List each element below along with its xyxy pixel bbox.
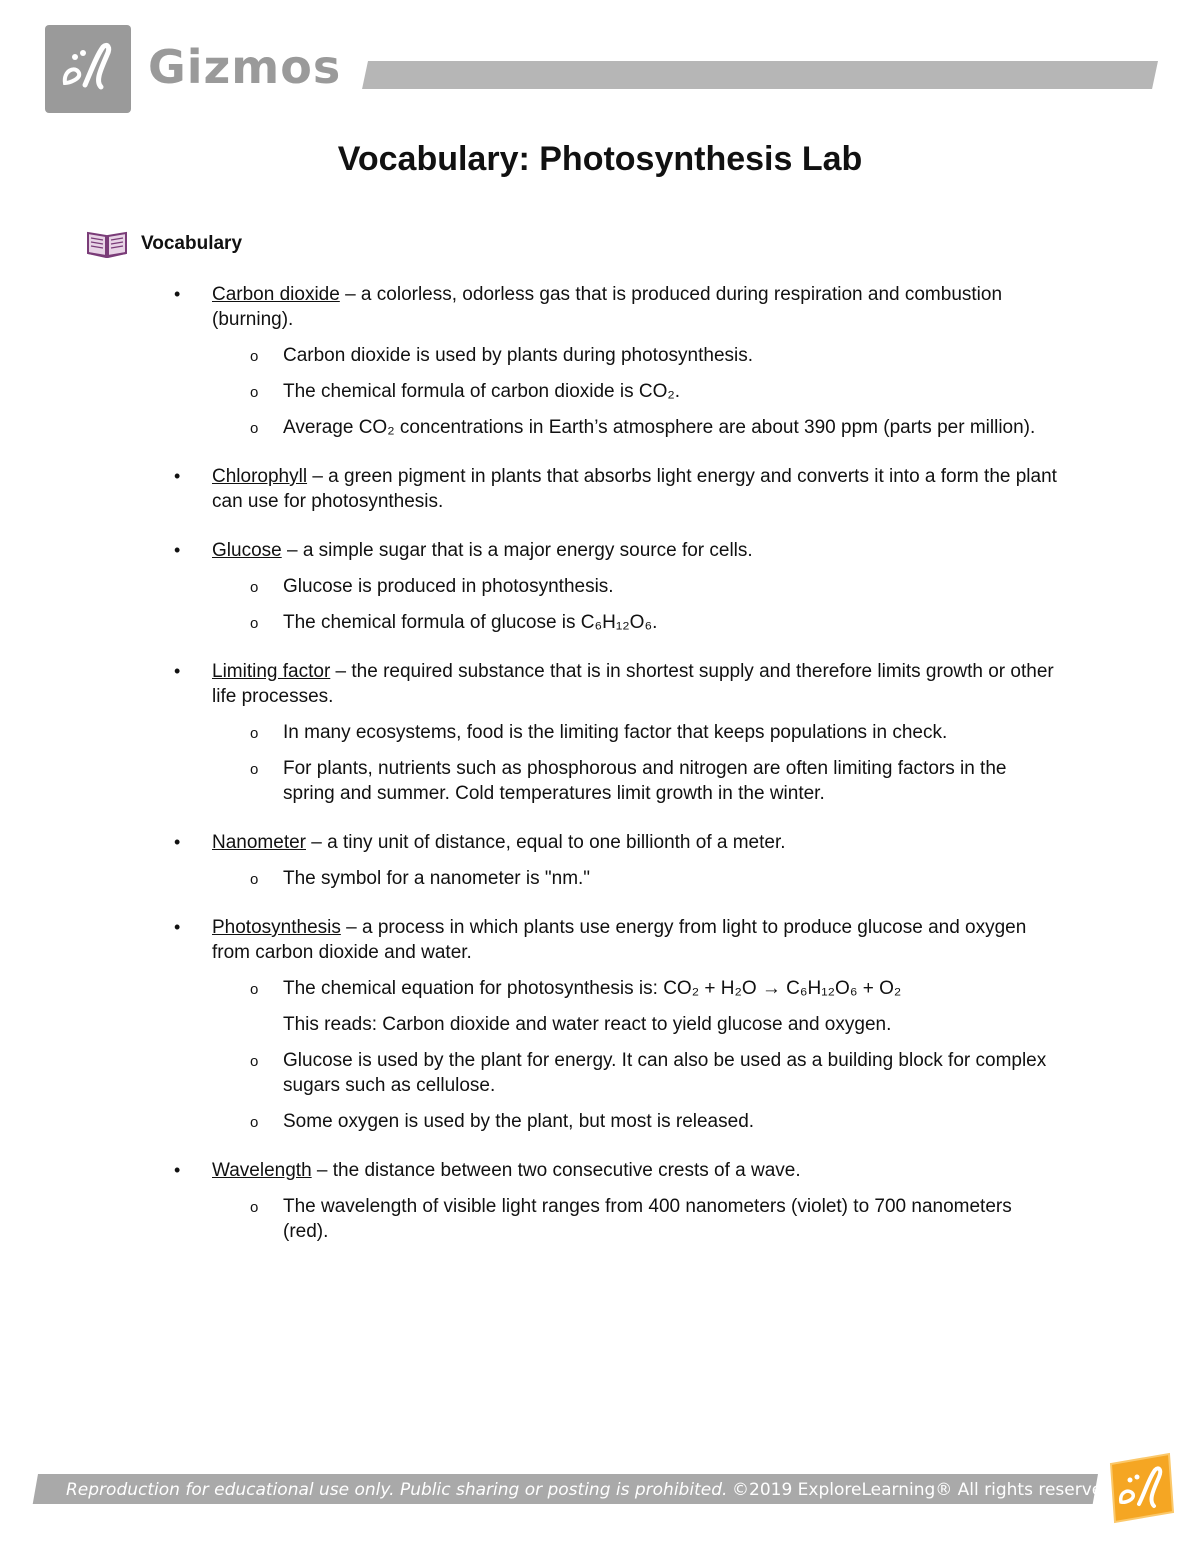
vocabulary-term bbox=[0, 915, 1200, 1134]
sub-item bbox=[212, 1012, 1060, 1037]
sub-list bbox=[212, 976, 1060, 1134]
vocabulary-term bbox=[0, 830, 1200, 891]
sub-item bbox=[212, 976, 1060, 1001]
sub-item bbox=[212, 415, 1060, 440]
brand-name: Gizmos bbox=[148, 40, 342, 94]
bullet-marker: • bbox=[174, 832, 181, 852]
sub-bullet-marker: o bbox=[250, 348, 259, 365]
term-name: Wavelength bbox=[212, 1160, 312, 1181]
sub-list bbox=[212, 720, 1060, 806]
bullet-marker: • bbox=[174, 466, 181, 486]
term-definition: – a simple sugar that is a major energy source for cells. bbox=[281, 540, 753, 561]
bullet-marker: • bbox=[174, 917, 181, 937]
term-name: Carbon dioxide bbox=[212, 284, 340, 305]
sub-item bbox=[212, 866, 1060, 891]
section-label: Vocabulary bbox=[141, 233, 243, 254]
explorelearning-footer-logo-icon bbox=[1103, 1450, 1175, 1531]
sub-bullet-marker: o bbox=[250, 725, 259, 742]
sub-item-text: In many ecosystems, food is the limiting factor that keeps populations in check. bbox=[283, 722, 948, 743]
vocabulary-term bbox=[0, 659, 1200, 806]
term-definition: – a process in which plants use energy from light to produce glucose and oxygen from carbon dioxide and water. bbox=[212, 917, 1027, 963]
bullet-marker: • bbox=[174, 540, 181, 560]
sub-item-text: This reads: Carbon dioxide and water react to yield glucose and oxygen. bbox=[283, 1014, 892, 1035]
sub-item bbox=[212, 1194, 1060, 1244]
sub-list bbox=[212, 574, 1060, 635]
sub-bullet-marker: o bbox=[250, 871, 259, 888]
sub-bullet-marker: o bbox=[250, 579, 259, 596]
term-definition: – the distance between two consecutive crests of a wave. bbox=[311, 1160, 801, 1181]
sub-item bbox=[212, 343, 1060, 368]
sub-item-text: The chemical formula of carbon dioxide is CO₂. bbox=[283, 381, 681, 402]
bullet-marker: • bbox=[174, 284, 181, 304]
term-name: Nanometer bbox=[212, 832, 306, 853]
sub-item bbox=[212, 756, 1060, 806]
sub-bullet-marker: o bbox=[250, 981, 259, 998]
sub-item-text: The chemical equation for photosynthesis is: CO₂ + H₂O → C₆H₁₂O₆ + O₂ bbox=[283, 978, 902, 999]
sub-item-text: The wavelength of visible light ranges from 400 nanometers (violet) to 700 nanometers (red). bbox=[283, 1196, 1012, 1242]
sub-bullet-marker: o bbox=[250, 420, 259, 437]
term-name: Chlorophyll bbox=[212, 466, 308, 487]
term-definition: – the required substance that is in shortest supply and therefore limits growth or other life processes. bbox=[212, 661, 1054, 707]
open-book-icon bbox=[85, 227, 129, 264]
vocabulary-term bbox=[0, 282, 1200, 440]
sub-item bbox=[212, 574, 1060, 599]
sub-bullet-marker: o bbox=[250, 761, 259, 778]
sub-item-text: The symbol for a nanometer is "nm." bbox=[283, 868, 591, 889]
sub-item-text: For plants, nutrients such as phosphorous and nitrogen are often limiting factors in the spring and summer. Cold temperatures limit growth in the winter. bbox=[283, 758, 1007, 804]
term-definition: – a colorless, odorless gas that is produced during respiration and combustion (burning). bbox=[212, 284, 1003, 330]
sub-item-text: Some oxygen is used by the plant, but most is released. bbox=[283, 1111, 755, 1132]
sub-bullet-marker: o bbox=[250, 1053, 259, 1070]
sub-list bbox=[212, 343, 1060, 440]
sub-list bbox=[212, 866, 1060, 891]
sub-item bbox=[212, 1048, 1060, 1098]
term-name: Glucose bbox=[212, 540, 282, 561]
sub-item-text: Carbon dioxide is used by plants during photosynthesis. bbox=[283, 345, 754, 366]
sub-bullet-marker: o bbox=[250, 615, 259, 632]
sub-bullet-marker: o bbox=[250, 384, 259, 401]
term-definition: – a tiny unit of distance, equal to one billionth of a meter. bbox=[306, 832, 786, 853]
vocabulary-term bbox=[0, 464, 1200, 514]
sub-list bbox=[212, 1194, 1060, 1244]
sub-bullet-marker: o bbox=[250, 1114, 259, 1131]
explorelearning-logo-icon bbox=[45, 25, 131, 113]
header-bar bbox=[362, 61, 1158, 89]
sub-item-text: The chemical formula of glucose is C₆H₁₂O₆. bbox=[283, 612, 658, 633]
sub-item bbox=[212, 610, 1060, 635]
term-definition: – a green pigment in plants that absorbs light energy and converts it into a form the plant can use for photosynthesis. bbox=[212, 466, 1057, 512]
bullet-marker: • bbox=[174, 1160, 181, 1180]
sub-item bbox=[212, 379, 1060, 404]
document-title: Vocabulary: Photosynthesis Lab bbox=[337, 140, 863, 178]
sub-item-text: Glucose is produced in photosynthesis. bbox=[283, 576, 614, 597]
vocabulary-term bbox=[0, 538, 1200, 635]
vocabulary-list bbox=[0, 282, 1200, 1268]
sub-item bbox=[212, 1109, 1060, 1134]
vocabulary-term bbox=[0, 1158, 1200, 1244]
footer-copyright: ©2019 ExploreLearning® All rights reserved bbox=[732, 1480, 1114, 1500]
term-name: Photosynthesis bbox=[212, 917, 341, 938]
sub-bullet-marker: o bbox=[250, 1199, 259, 1216]
sub-item-text: Average CO₂ concentrations in Earth’s atmosphere are about 390 ppm (parts per million). bbox=[283, 417, 1036, 438]
sub-item bbox=[212, 720, 1060, 745]
term-name: Limiting factor bbox=[212, 661, 331, 682]
footer-notice: Reproduction for educational use only. Public sharing or posting is prohibited. bbox=[66, 1480, 728, 1500]
sub-item-text: Glucose is used by the plant for energy. It can also be used as a building block for complex sugars such as cellulose. bbox=[283, 1050, 1047, 1096]
bullet-marker: • bbox=[174, 661, 181, 681]
